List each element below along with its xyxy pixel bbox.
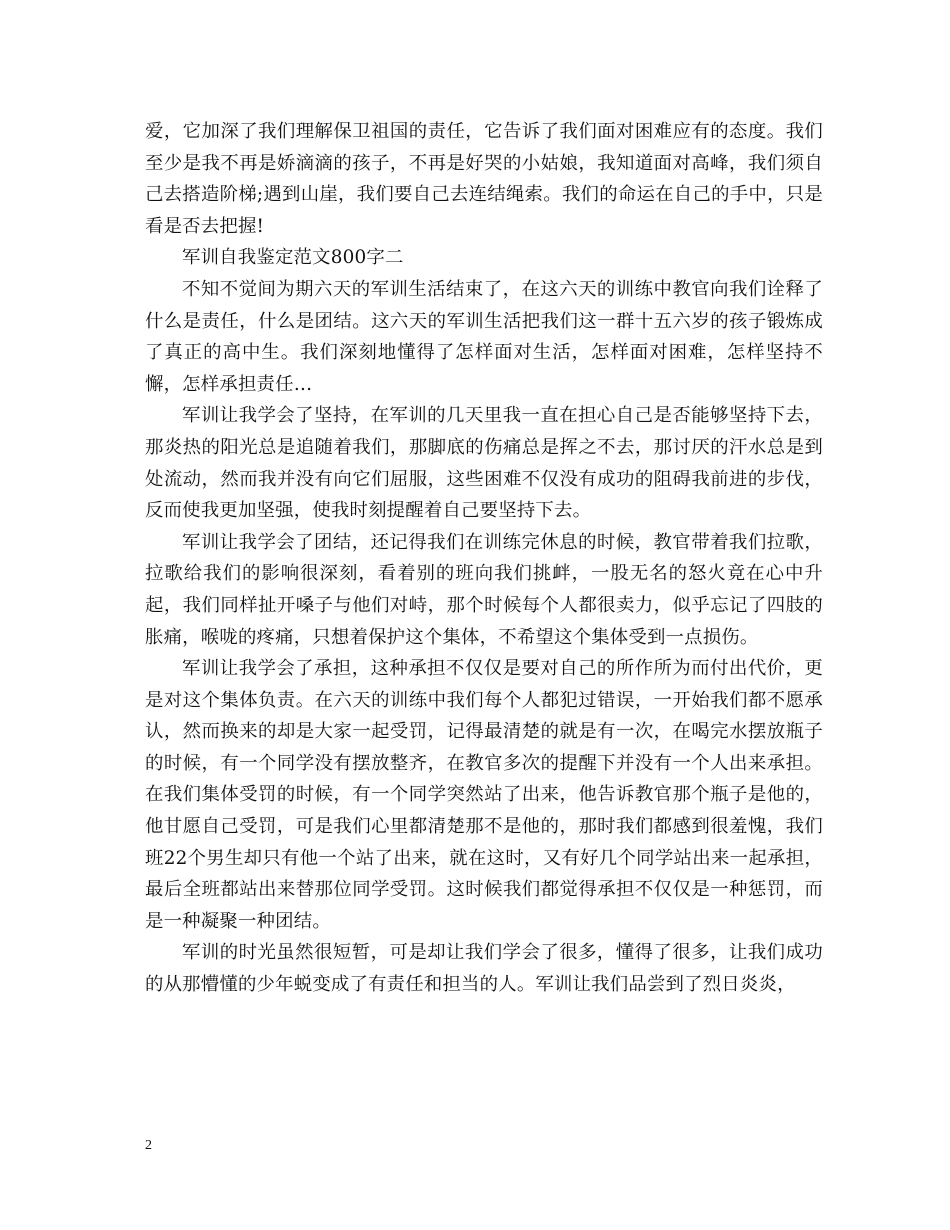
page-number: 2	[145, 1138, 152, 1153]
paragraph-intro: 不知不觉间为期六天的军训生活结束了，在这六天的训练中教官向我们诠释了什么是责任，什么是团结。这六天的军训生活把我们这一群十五六岁的孩子锻炼成了真正的高中生。我们深刻地懂得了怎样面对生活，怎样面对困难，怎样坚持不懈，怎样承担责任…	[145, 278, 823, 395]
paragraph-continuation: 爱，它加深了我们理解保卫祖国的责任，它告诉了我们面对困难应有的态度。我们至少是我不再是娇滴滴的孩子，不再是好哭的小姑娘，我知道面对高峰，我们须自己去搭造阶梯;遇到山崖，我们要自己去连结绳索。我们的命运在自己的手中，只是看是否去把握!	[145, 121, 823, 237]
document-body	[145, 116, 823, 1001]
paragraph-conclusion: 军训的时光虽然很短暂，可是却让我们学会了很多，懂得了很多，让我们成功的从那懵懂的少年蜕变成了有责任和担当的人。军训让我们品尝到了烈日炎炎，	[145, 942, 823, 996]
paragraph-persistence: 军训让我学会了坚持，在军训的几天里我一直在担心自己是否能够坚持下去，那炎热的阳光总是追随着我们，那脚底的伤痛总是挥之不去，那讨厌的汗水总是到处流动，然而我并没有向它们屈服，这些困难不仅没有成功的阻碍我前进的步伐，反而使我更加坚强，使我时刻提醒着自己要坚持下去。	[145, 405, 823, 522]
section-heading: 军训自我鉴定范文800字二	[182, 247, 404, 269]
paragraph-unity: 军训让我学会了团结，还记得我们在训练完休息的时候，教官带着我们拉歌，拉歌给我们的影响很深刻，看着别的班向我们挑衅，一股无名的怒火竟在心中升起，我们同样扯开嗓子与他们对峙，那个时候每个人都很卖力，似乎忘记了四肢的胀痛，喉咙的疼痛，只想着保护这个集体，不希望这个集体受到一点损伤。	[145, 531, 823, 648]
paragraph-responsibility: 军训让我学会了承担，这种承担不仅仅是要对自己的所作所为而付出代价，更是对这个集体负责。在六天的训练中我们每个人都犯过错误，一开始我们都不愿承认，然而换来的却是大家一起受罚，记得最清楚的就是有一次，在喝完水摆放瓶子的时候，有一个同学没有摆放整齐，在教官多次的提醒下并没有一个人出来承担。在我们集体受罚的时候，有一个同学突然站了出来，他告诉教官那个瓶子是他的，他甘愿自己受罚，可是我们心里都清楚那不是他的，那时我们都感到很羞愧，我们班22个男生却只有他一个站了出来，就在这时，又有好几个同学站出来一起承担，最后全班都站出来替那位同学受罚。这时候我们都觉得承担不仅仅是一种惩罚，而是一种凝聚一种团结。	[145, 658, 823, 932]
